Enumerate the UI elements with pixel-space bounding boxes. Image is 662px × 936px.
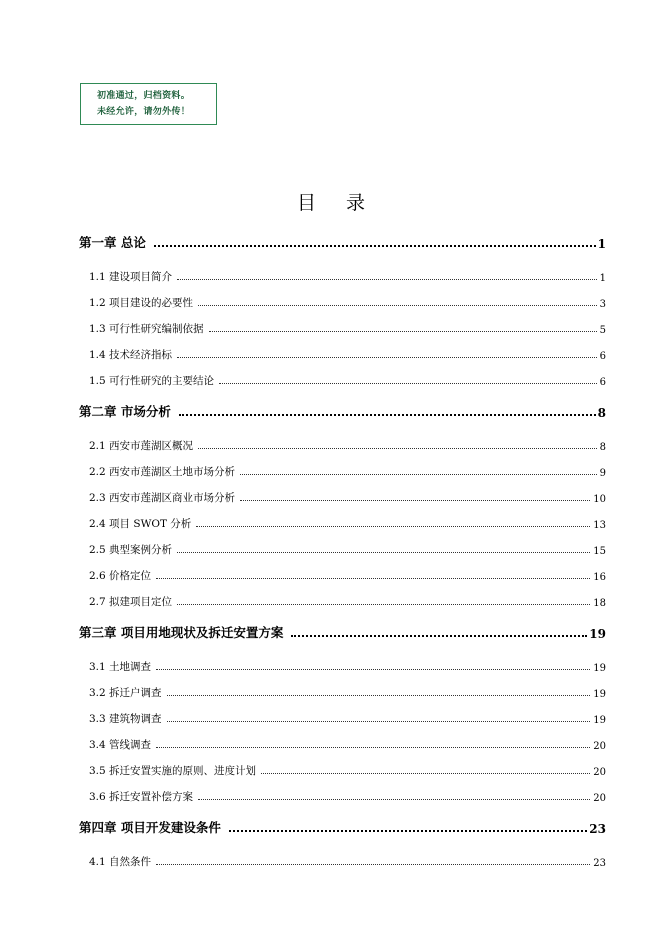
- toc-section-entry[interactable]: [79, 310, 606, 336]
- dot-leader: [198, 448, 597, 449]
- toc-entry-label: 3.2 拆迁户调查: [89, 687, 162, 699]
- toc-section-entry[interactable]: [79, 362, 606, 388]
- toc-entry-page: 19: [593, 715, 606, 726]
- toc-entry-label: 1.2 项目建设的必要性: [89, 297, 194, 309]
- toc-entry-page: 1: [597, 237, 606, 251]
- dot-leader: [219, 383, 597, 384]
- toc-chapter-entry[interactable]: [79, 393, 606, 420]
- toc-entry-page: 15: [593, 546, 606, 557]
- toc-entry-label: 2.6 价格定位: [89, 570, 152, 582]
- toc-entry-page: 6: [599, 377, 606, 388]
- toc-entry-page: 1: [599, 273, 606, 284]
- dot-leader: [291, 635, 587, 637]
- dot-leader: [177, 604, 590, 605]
- toc-entry-label: 2.7 拟建项目定位: [89, 596, 173, 608]
- dot-leader: [177, 357, 597, 358]
- toc-entry-label: 第一章 总论: [79, 235, 146, 250]
- toc-section-entry[interactable]: [79, 258, 606, 284]
- toc-section-entry[interactable]: [79, 336, 606, 362]
- dot-leader: [156, 864, 590, 865]
- toc-entry-page: 19: [593, 689, 606, 700]
- dot-leader: [198, 305, 597, 306]
- toc-entry-page: 19: [593, 663, 606, 674]
- dot-leader: [154, 245, 596, 247]
- table-of-contents: [79, 224, 606, 869]
- toc-section-entry[interactable]: [79, 778, 606, 804]
- toc-entry-page: 20: [593, 767, 606, 778]
- toc-entry-page: 19: [589, 627, 606, 641]
- toc-entry-page: 20: [593, 793, 606, 804]
- dot-leader: [156, 747, 590, 748]
- toc-section-entry[interactable]: [79, 505, 606, 531]
- toc-entry-label: 4.1 自然条件: [89, 856, 152, 868]
- toc-entry-page: 23: [593, 858, 606, 869]
- toc-section-entry[interactable]: [79, 284, 606, 310]
- toc-entry-label: 2.3 西安市莲湖区商业市场分析: [89, 492, 236, 504]
- toc-section-entry[interactable]: [79, 557, 606, 583]
- dot-leader: [156, 578, 590, 579]
- dot-leader: [167, 721, 591, 722]
- toc-entry-label: 1.5 可行性研究的主要结论: [89, 375, 215, 387]
- toc-entry-label: 第三章 项目用地现状及拆迁安置方案: [79, 625, 284, 640]
- toc-entry-label: 2.5 典型案例分析: [89, 544, 173, 556]
- toc-entry-label: 第四章 项目开发建设条件: [79, 820, 221, 835]
- toc-entry-label: 1.1 建设项目简介: [89, 271, 173, 283]
- dot-leader: [240, 500, 590, 501]
- dot-leader: [198, 799, 590, 800]
- toc-chapter-entry[interactable]: [79, 224, 606, 251]
- toc-entry-label: 1.3 可行性研究编制依据: [89, 323, 204, 335]
- toc-entry-label: 2.2 西安市莲湖区土地市场分析: [89, 466, 236, 478]
- toc-entry-label: 3.6 拆迁安置补偿方案: [89, 791, 194, 803]
- toc-entry-page: 10: [593, 494, 606, 505]
- toc-entry-page: 20: [593, 741, 606, 752]
- dot-leader: [229, 830, 587, 832]
- toc-entry-label: 3.5 拆迁安置实施的原则、进度计划: [89, 765, 257, 777]
- toc-entry-label: 1.4 技术经济指标: [89, 349, 173, 361]
- dot-leader: [196, 526, 590, 527]
- toc-entry-label: 3.3 建筑物调查: [89, 713, 162, 725]
- toc-entry-page: 23: [589, 822, 606, 836]
- toc-section-entry[interactable]: [79, 427, 606, 453]
- dot-leader: [177, 552, 590, 553]
- approval-stamp: [80, 83, 217, 125]
- dot-leader: [177, 279, 597, 280]
- dot-leader: [240, 474, 597, 475]
- toc-entry-label: 3.4 管线调查: [89, 739, 152, 751]
- dot-leader: [179, 414, 596, 416]
- toc-section-entry[interactable]: [79, 583, 606, 609]
- toc-section-entry[interactable]: [79, 479, 606, 505]
- toc-entry-page: 8: [597, 406, 606, 420]
- dot-leader: [156, 669, 590, 670]
- toc-section-entry[interactable]: [79, 700, 606, 726]
- toc-section-entry[interactable]: [79, 648, 606, 674]
- dot-leader: [167, 695, 591, 696]
- toc-section-entry[interactable]: [79, 752, 606, 778]
- toc-section-entry[interactable]: [79, 726, 606, 752]
- toc-section-entry[interactable]: [79, 453, 606, 479]
- toc-section-entry[interactable]: [79, 843, 606, 869]
- dot-leader: [209, 331, 597, 332]
- toc-section-entry[interactable]: [79, 531, 606, 557]
- toc-entry-label: 2.1 西安市莲湖区概况: [89, 440, 194, 452]
- page-title: 目 录: [296, 192, 378, 214]
- toc-entry-label: 2.4 项目 SWOT 分析: [89, 518, 192, 530]
- toc-entry-page: 8: [599, 442, 606, 453]
- toc-entry-page: 16: [593, 572, 606, 583]
- stamp-line-2: 未经允许，请勿外传！: [97, 107, 191, 117]
- toc-entry-page: 3: [599, 299, 606, 310]
- toc-entry-page: 13: [593, 520, 606, 531]
- toc-chapter-entry[interactable]: [79, 809, 606, 836]
- toc-entry-label: 3.1 土地调查: [89, 661, 152, 673]
- dot-leader: [261, 773, 590, 774]
- toc-section-entry[interactable]: [79, 674, 606, 700]
- stamp-line-1: 初准通过，归档资料。: [97, 91, 191, 101]
- toc-chapter-entry[interactable]: [79, 614, 606, 641]
- toc-entry-label: 第二章 市场分析: [79, 404, 171, 419]
- toc-entry-page: 9: [599, 468, 606, 479]
- toc-entry-page: 5: [599, 325, 606, 336]
- toc-entry-page: 6: [599, 351, 606, 362]
- toc-entry-page: 18: [593, 598, 606, 609]
